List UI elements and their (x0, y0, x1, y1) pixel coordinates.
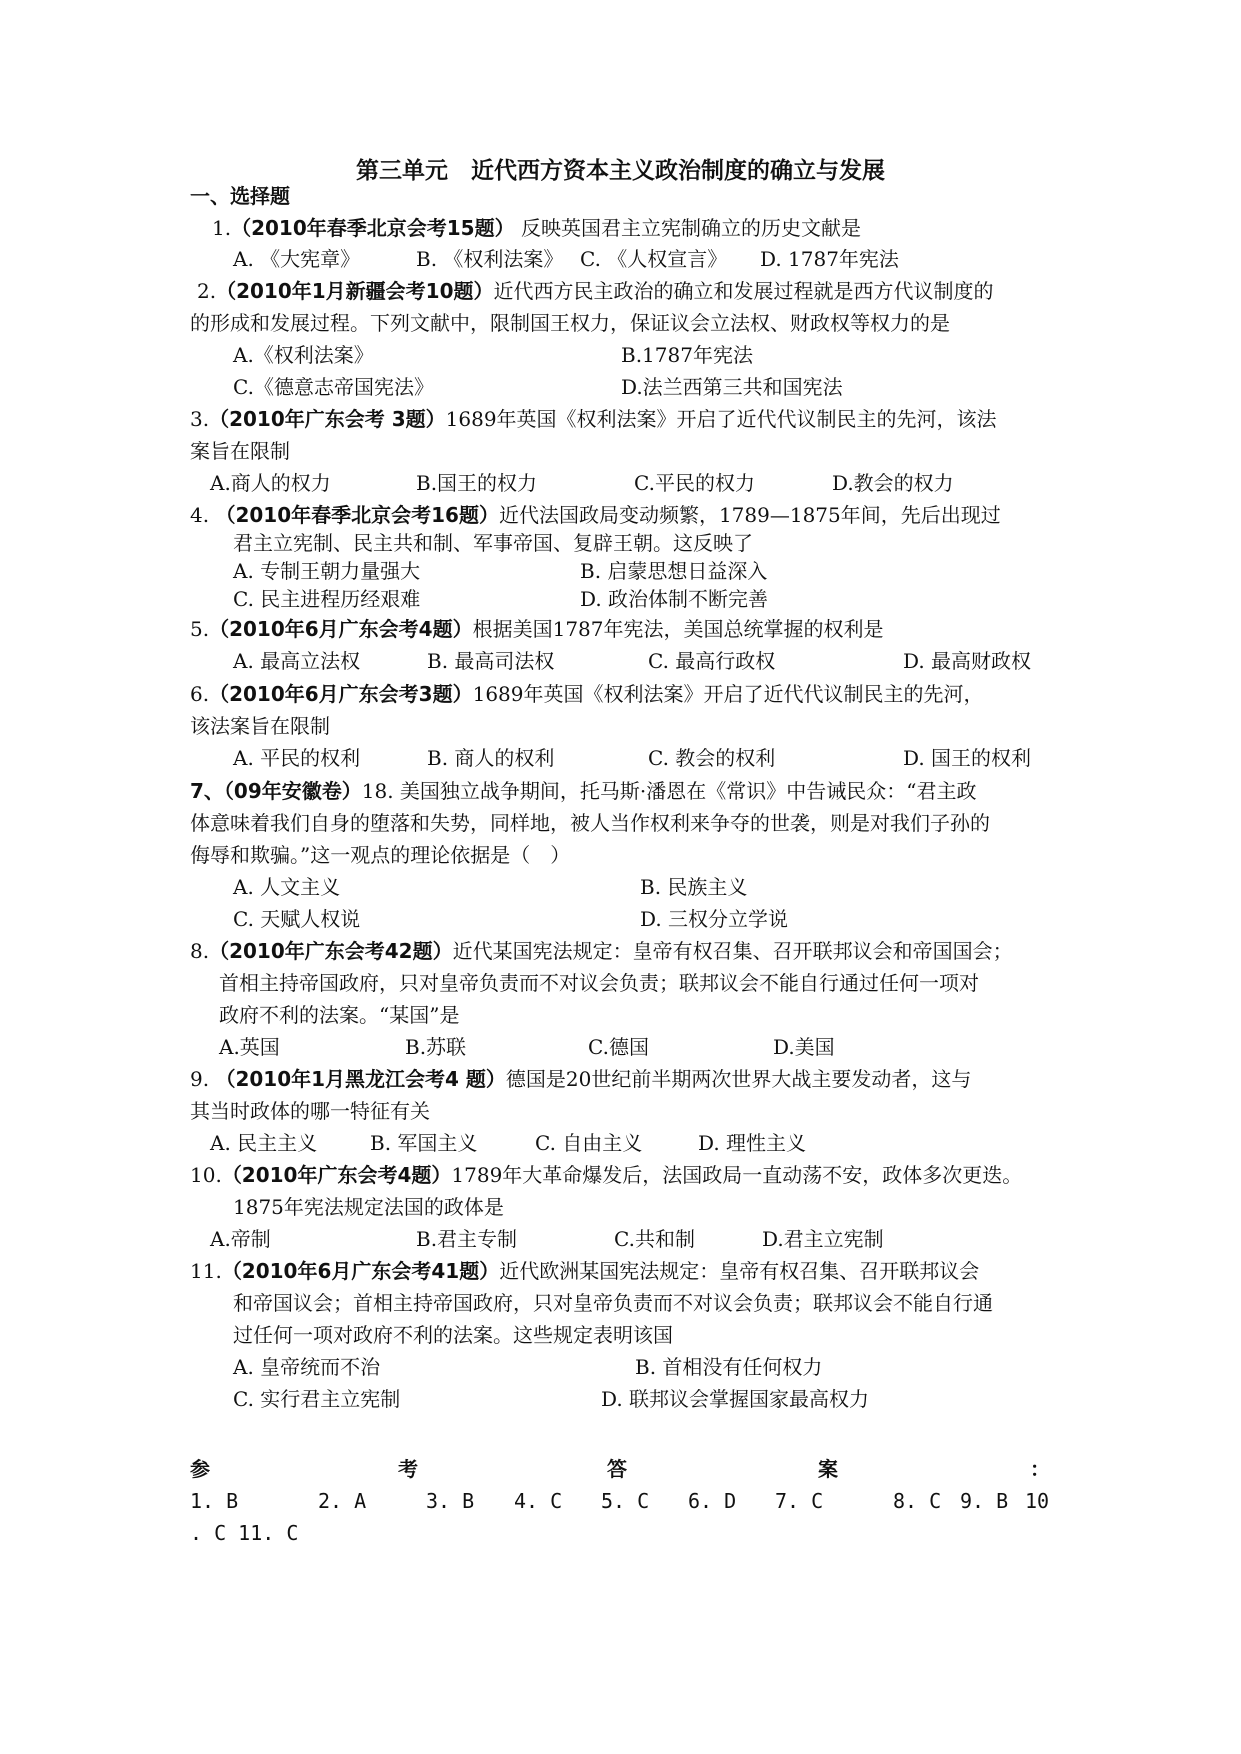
option-a: A. 平民的权利 (233, 746, 361, 770)
question-3: 3.（2010年广东会考 3题）1689年英国《权利法案》开启了近代代议制民主的先河，该法 (190, 407, 997, 431)
option-a: A.《权利法案》 (233, 343, 374, 367)
question-8: 8.（2010年广东会考42题）近代某国宪法规定：皇帝有权召集、召开联邦议会和帝国国会； (190, 939, 1013, 963)
question-6: 6.（2010年6月广东会考3题）1689年英国《权利法案》开启了近代代议制民主的先河， (190, 682, 984, 706)
option-d: D.美国 (773, 1035, 835, 1059)
option-d: D. 政治体制不断完善 (580, 587, 769, 611)
option-c: C.共和制 (614, 1227, 695, 1251)
option-d: D.君主立宪制 (762, 1227, 884, 1251)
option-d: D. 三权分立学说 (640, 907, 789, 931)
question-7: 7、（09年安徽卷）18. 美国独立战争期间，托马斯·潘恩在《常识》中告诫民众：“君主政 (190, 779, 977, 803)
option-a: A. 专制王朝力量强大 (233, 559, 421, 583)
option-d: D. 理性主义 (698, 1131, 807, 1155)
option-b: B. 启蒙思想日益深入 (580, 559, 768, 583)
answers-heading-char: 案 (818, 1457, 838, 1481)
answer-item: 1. B (190, 1489, 239, 1513)
answer-item: 7. C (775, 1489, 824, 1513)
answer-item: 4. C (514, 1489, 563, 1513)
question-2-line-2: 的形成和发展过程。下列文献中，限制国王权力，保证议会立法权、财政权等权力的是 (190, 311, 950, 335)
option-a: A.商人的权力 (210, 471, 331, 495)
option-c: C. 最高行政权 (648, 649, 776, 673)
option-a: A. 人文主义 (233, 875, 341, 899)
option-c: C. 天赋人权说 (233, 907, 361, 931)
option-a: A. 民主主义 (210, 1131, 318, 1155)
answer-item: 10 (1025, 1489, 1050, 1513)
answer-item: 9. B (960, 1489, 1009, 1513)
answer-item: 2. A (318, 1489, 367, 1513)
option-c: C. 民主进程历经艰难 (233, 587, 421, 611)
question-6-line-2: 该法案旨在限制 (190, 714, 330, 738)
question-5: 5.（2010年6月广东会考4题）根据美国1787年宪法，美国总统掌握的权利是 (190, 617, 884, 641)
option-b: B. 商人的权利 (427, 746, 555, 770)
option-d: D. 最高财政权 (903, 649, 1032, 673)
question-7-line-3: 侮辱和欺骗。”这一观点的理论依据是（ ） (190, 843, 571, 867)
answers-heading-char: 参 (190, 1457, 210, 1481)
answers-heading-char: 答 (607, 1457, 627, 1481)
option-d: D.教会的权力 (832, 471, 954, 495)
question-7-line-2: 体意味着我们自身的堕落和失势，同样地，被人当作权利来争夺的世袭，则是对我们子孙的 (190, 811, 990, 835)
answer-item: 8. C (893, 1489, 942, 1513)
question-9: 9. （2010年1月黑龙江会考4 题）德国是20世纪前半期两次世界大战主要发动者，这与 (190, 1067, 972, 1091)
option-b: B.君主专制 (416, 1227, 518, 1251)
option-c: C.《德意志帝国宪法》 (233, 375, 434, 399)
answers-line-2: . C 11. C (190, 1521, 299, 1545)
question-9-line-2: 其当时政体的哪一特征有关 (190, 1099, 430, 1123)
option-c: C. 《人权宣言》 (580, 247, 728, 271)
question-8-line-2: 首相主持帝国政府，只对皇帝负责而不对议会负责；联邦议会不能自行通过任何一项对 (219, 971, 979, 995)
option-c: C. 教会的权利 (648, 746, 776, 770)
option-a: A. 最高立法权 (233, 649, 361, 673)
question-2: 2.（2010年1月新疆会考10题）近代西方民主政治的确立和发展过程就是西方代议制度的 (197, 279, 994, 303)
option-b: B. 《权利法案》 (416, 247, 564, 271)
answer-item: 3. B (426, 1489, 475, 1513)
option-c: C. 实行君主立宪制 (233, 1387, 401, 1411)
option-a: A. 《大宪章》 (233, 247, 361, 271)
answers-heading-char: 考 (398, 1457, 418, 1481)
option-a: A. 皇帝统而不治 (233, 1355, 381, 1379)
option-a: A.英国 (219, 1035, 280, 1059)
answer-item: 5. C (601, 1489, 650, 1513)
option-b: B. 民族主义 (640, 875, 748, 899)
answers-heading-char: ： (1030, 1457, 1050, 1481)
page-title: 第三单元 近代西方资本主义政治制度的确立与发展 (356, 158, 885, 184)
option-c: C.平民的权力 (634, 471, 755, 495)
answer-item: 6. D (688, 1489, 737, 1513)
question-4: 4. （2010年春季北京会考16题）近代法国政局变动频繁，1789—1875年间，先后出现过 (190, 503, 1001, 527)
question-11: 11.（2010年6月广东会考41题）近代欧洲某国宪法规定：皇帝有权召集、召开联邦议会 (190, 1259, 980, 1283)
question-10-line-2: 1875年宪法规定法国的政体是 (233, 1195, 504, 1219)
question-11-line-3: 过任何一项对政府不利的法案。这些规定表明该国 (233, 1323, 673, 1347)
option-d: D. 国王的权利 (903, 746, 1032, 770)
question-10: 10.（2010年广东会考4题）1789年大革命爆发后，法国政局一直动荡不安，政体多次更迭。 (190, 1163, 1023, 1187)
option-d: D. 1787年宪法 (760, 247, 899, 271)
question-11-line-2: 和帝国议会；首相主持帝国政府，只对皇帝负责而不对议会负责；联邦议会不能自行通 (233, 1291, 993, 1315)
option-d: D. 联邦议会掌握国家最高权力 (601, 1387, 870, 1411)
question-1: 1.（2010年春季北京会考15题） 反映英国君主立宪制确立的历史文献是 (212, 216, 861, 240)
option-b: B.国王的权力 (416, 471, 538, 495)
question-3-line-2: 案旨在限制 (190, 439, 290, 463)
option-a: A.帝制 (210, 1227, 271, 1251)
section-heading: 一、选择题 (190, 184, 290, 208)
option-d: D.法兰西第三共和国宪法 (621, 375, 843, 399)
option-b: B. 军国主义 (370, 1131, 478, 1155)
question-4-line-2: 君主立宪制、民主共和制、军事帝国、复辟王朝。这反映了 (233, 531, 753, 555)
question-8-line-3: 政府不利的法案。“某国”是 (219, 1003, 460, 1027)
option-b: B.1787年宪法 (621, 343, 753, 367)
option-c: C. 自由主义 (535, 1131, 643, 1155)
option-c: C.德国 (588, 1035, 649, 1059)
option-b: B.苏联 (405, 1035, 467, 1059)
option-b: B. 首相没有任何权力 (635, 1355, 823, 1379)
option-b: B. 最高司法权 (427, 649, 555, 673)
